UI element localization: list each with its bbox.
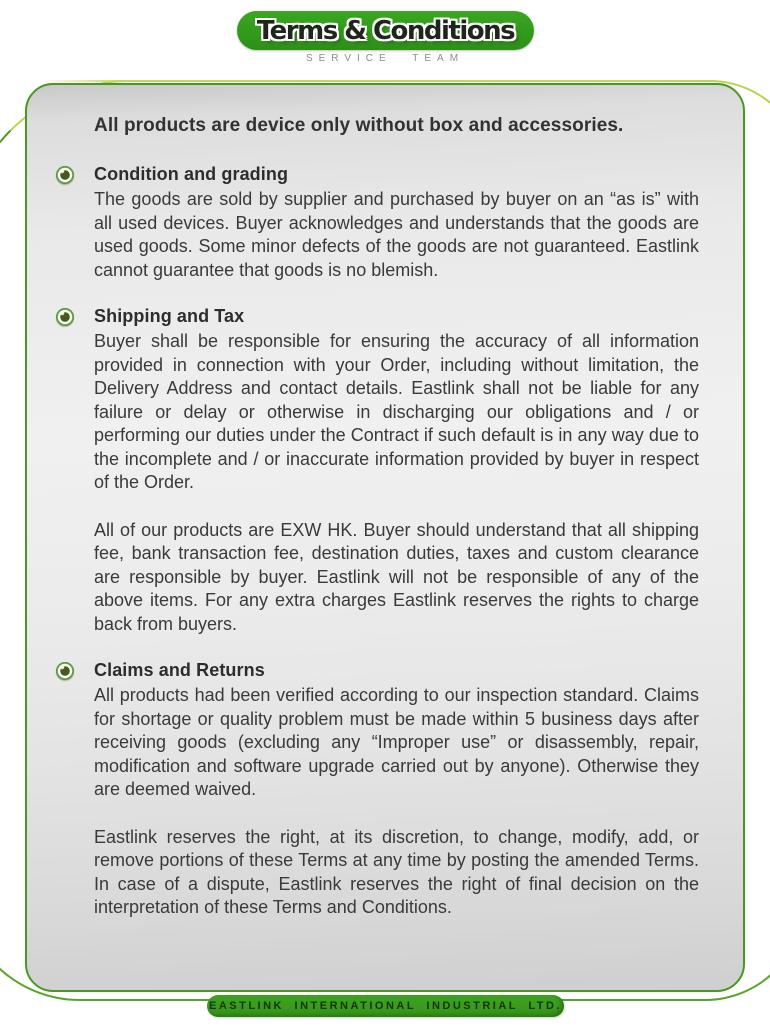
decorative-top-glint — [40, 80, 730, 82]
section-heading-row — [94, 660, 699, 681]
section-paragraph: Buyer shall be responsible for ensuring the accuracy of all information provided in connection with your Order, including without limitation, the Delivery Address and contact details. Eastlink shall not be liable for any failure or delay or otherwise in discharging our obligations and / or performing our duties under the Contract if such default is in any way due to the incomplete and / or inaccurate information provided by buyer in respect of the Order. — [94, 331, 699, 492]
footer-company-name: EASTLINK INTERNATIONAL INDUSTRIAL LTD. — [208, 1000, 562, 1012]
section-paragraph: The goods are sold by supplier and purchased by buyer on an “as is” with all used devices. Buyer acknowledges and understands that the goods are used goods. Some minor defects of the goods are not guaranteed. Eastlink cannot guarantee that goods is no blemish. — [94, 189, 699, 280]
section-paragraph: All products had been verified according to our inspection standard. Claims for shortage or quality problem must be made within 5 business days after receiving goods (excluding any “Improper use” or disassembly, repair, modification and software upgrade carried out by anyone). Otherwise they are deemed waived. — [94, 685, 699, 799]
section-paragraph: All of our products are EXW HK. Buyer should understand that all shipping fee, bank transaction fee, destination duties, taxes and custom clearance are responsible by buyer. Eastlink will not be responsible of any of the above items. For any extra charges Eastlink reserves the rights to charge back from buyers. — [94, 519, 699, 634]
section-heading-row — [94, 164, 699, 185]
section-heading: Condition and grading — [94, 164, 289, 184]
section-heading-row — [94, 306, 699, 327]
section-claims-and-returns — [94, 660, 699, 920]
section-heading: Shipping and Tax — [94, 306, 245, 326]
footer-company-badge — [207, 995, 564, 1017]
bullet-target-icon — [56, 308, 74, 326]
section-shipping-and-tax — [94, 306, 699, 636]
section-paragraph: Eastlink reserves the right, at its discretion, to change, modify, add, or remove portions of these Terms at any time by posting the amended Terms. In case of a dispute, Eastlink reserves the right of final decision on the interpretation of these Terms and Conditions. — [94, 826, 699, 917]
intro-statement: All products are device only without box and accessories. — [94, 115, 624, 136]
bullet-target-icon — [56, 662, 74, 680]
section-heading: Claims and Returns — [94, 660, 265, 680]
terms-panel — [25, 83, 745, 992]
header-badge — [237, 11, 534, 50]
bullet-target-icon — [56, 166, 74, 184]
section-condition-and-grading — [94, 164, 699, 282]
page-title: Terms & Conditions — [256, 15, 515, 46]
header-subtitle: SERVICE TEAM — [305, 53, 465, 64]
